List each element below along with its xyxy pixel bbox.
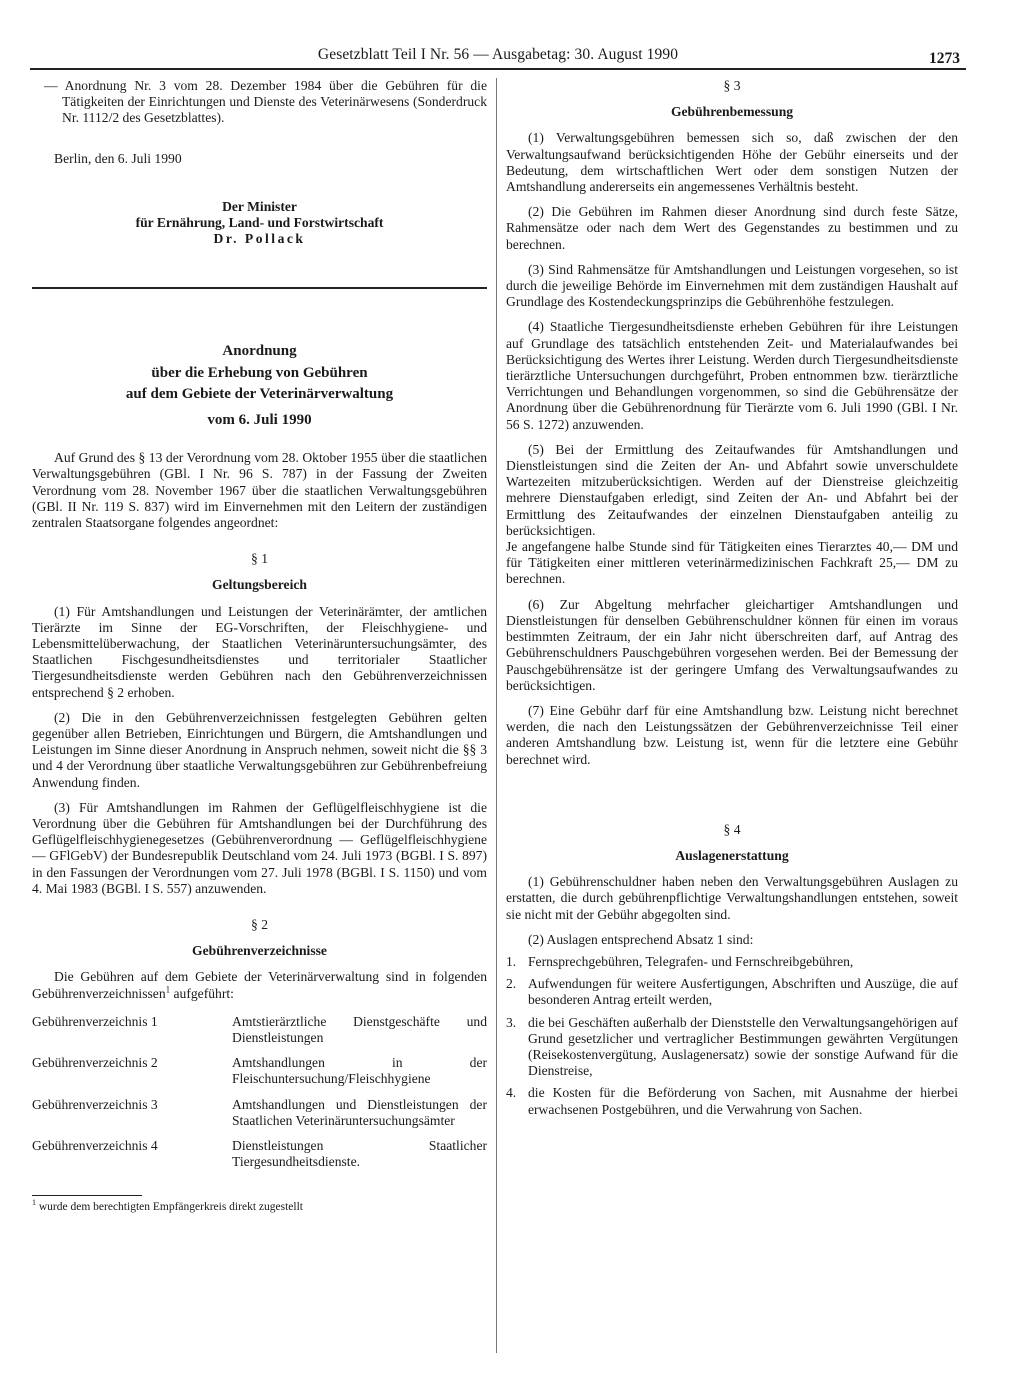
section-1-title: Geltungsbereich [212, 577, 307, 593]
list-item [506, 954, 958, 970]
section-2-intro-text: Die Gebühren auf dem Gebiete der Veterinärverwaltung sind in folgenden Gebührenverzeichnissen [32, 969, 487, 1001]
register-name: Gebührenverzeichnis 2 [32, 1055, 158, 1071]
minister-title: Der Minister [222, 198, 297, 214]
list-item-number: 2. [506, 976, 517, 992]
signature-block [32, 199, 487, 248]
section-3-paragraph-3: (3) Sind Rahmensätze für Amtshandlungen und Leistungen vorgesehen, so ist durch die jeweilige Behörde im Einvernehmen mit dem zuständigen Haushalt auf Grundlage des Kostendeckungsprinzips die Gebührenhöhe festzulegen. [506, 261, 958, 310]
section-1-paragraph-2: (2) Die in den Gebührenverzeichnissen festgelegten Gebühren gelten gegenüber allen Betrieben, Einrichtungen und Bürgern, die Amtshandlungen und Leistungen im Sinne dieser Anordnung in Anspruch nehmen, soweit nicht die §§ 3 und 4 der Verordnung über staatliche Verwaltungsgebühren zur Gebührenbefreiung Anwendung finden. [32, 709, 487, 790]
list-item-text: die bei Geschäften außerhalb der Dienststelle den Verwaltungsangehörigen auf Grund gesetzlicher und vertraglicher Bestimmungen gewährten Vergütungen (Reisekostenvergütung, Auslagenersatz) sowie der sonstige Aufwand für die Dienstreise, [528, 1014, 958, 1079]
section-3-paragraph-2: (2) Die Gebühren im Rahmen dieser Anordnung sind durch feste Sätze, Rahmensätze oder nach dem Wert des Gegenstandes zu bestimmen und zu berechnen. [506, 204, 958, 252]
list-item-number: 1. [506, 953, 517, 969]
ordinance-title-line-2: über die Erhebung von Gebühren [151, 364, 368, 381]
page-header [30, 44, 966, 70]
table-row [32, 1138, 487, 1179]
preamble: Auf Grund des § 13 der Verordnung vom 28. Oktober 1955 über die staatlichen Verwaltungsgebühren (GBl. I Nr. 96 S. 787) in der Fassung der Zweiten Verordnung vom 28. November 1967 über die staatlichen Verwaltungsgebühren (GBl. II Nr. 119 S. 837) wird im Einvernehmen mit den Leitern der zuständigen zentralen Staatsorgane folgendes angeordnet: [32, 450, 487, 530]
fee-register-table [32, 1014, 487, 1180]
minister-name: Dr. Pollack [213, 231, 306, 247]
right-column [506, 78, 958, 1118]
section-1-number: § 1 [251, 551, 268, 567]
minister-ministry: für Ernährung, Land- und Forstwirtschaft [135, 215, 384, 231]
table-row [32, 1014, 487, 1055]
section-2-intro [32, 969, 487, 1001]
list-item [506, 1015, 958, 1080]
section-3-paragraph-5: (5) Bei der Ermittlung des Zeitaufwandes für Amtshandlungen und Dienstleistungen sind die Zeiten der An- und Abfahrt sowie unverschuldete Wartezeiten mitzuberücksichtigen. Werden auf der Dienstreise gleichzeitig mehrere Dienstaufgaben erledigt, sind Zeiten der An- und Abfahrt bei der Ermittlung des Zeitaufwandes der einzelnen Dienstaufgaben anteilig zu berücksichtigen. [506, 441, 958, 538]
section-4-number: § 4 [723, 821, 741, 837]
page-number: 1273 [929, 50, 960, 67]
register-description: Amtshandlungen in der Fleischuntersuchung/Fleischhygiene [232, 1055, 487, 1087]
section-3-title: Gebührenbemessung [670, 104, 794, 120]
section-2-number: § 2 [251, 917, 268, 932]
footnote-number: 1 [32, 1198, 36, 1208]
list-item-text: Aufwendungen für weitere Ausfertigungen, Abschriften und Auszüge, die auf besonderen Antrag erteilt werden, [528, 976, 958, 1008]
table-row [32, 1097, 487, 1138]
ordinance-title-line-3: auf dem Gebiete der Veterinärverwaltung [125, 386, 394, 403]
column-divider [496, 78, 497, 1353]
footnote-text: wurde dem berechtigten Empfängerkreis direkt zugestellt [36, 1201, 303, 1214]
section-rule [32, 287, 487, 289]
sign-city-date: Berlin, den 6. Juli 1990 [54, 150, 182, 166]
section-1-paragraph-1: (1) Für Amtshandlungen und Leistungen der Veterinärämter, der amtlichen Tierärzte im Sinne der EG-Vorschriften, der Fleischhygiene- und Lebensmittelüberwachung, der Staatlichen Veterinäruntersuchungsämter, des Staatlichen Fischgesundheitsdienstes und territorialer Staatlicher Tiergesundheitsdienste werden Gebühren nach den Gebührenverzeichnissen entsprechend § 2 erhoben. [32, 603, 487, 700]
ordinance-date: vom 6. Juli 1990 [207, 411, 312, 428]
section-3-paragraph-1: (1) Verwaltungsgebühren bemessen sich so, daß zwischen der den Verwaltungsaufwand berücksichtigenden Höhe der Gebühr einerseits und der Bedeutung, dem wirtschaftlichen Wert oder dem sonstigen Nutzen der Amtshandlung andererseits ein angemessenes Verhältnis besteht. [506, 130, 958, 195]
section-4-paragraph-1: (1) Gebührenschuldner haben neben den Verwaltungsgebühren Auslagen zu erstatten, die durch gebührenpflichtige Verwaltungshandlungen entstehen, soweit sie nicht mit der Gebühr abgegolten sind. [506, 874, 958, 922]
list-item-text: die Kosten für die Beförderung von Sachen, mit Ausnahme der hierbei erwachsenen Postgebühren, und die Verwahrung von Sachen. [528, 1085, 958, 1117]
footnote-marker: 1 [165, 984, 171, 995]
intro-dash-item: — Anordnung Nr. 3 vom 28. Dezember 1984 über die Gebühren für die Tätigkeiten der Einrichtungen und Dienste des Veterinärwesens (Sonderdruck Nr. 1112/2 des Gesetzblattes). [44, 78, 487, 126]
section-4-title: Auslagenerstattung [675, 847, 789, 863]
left-column [32, 78, 487, 1214]
expense-list [506, 954, 958, 1118]
section-4-paragraph-2: (2) Auslagen entsprechend Absatz 1 sind: [528, 931, 754, 947]
list-item [506, 976, 958, 1008]
footnote-rule [32, 1195, 142, 1196]
section-2-title: Gebührenverzeichnisse [192, 943, 327, 959]
section-3-paragraph-7: (7) Eine Gebühr darf für eine Amtshandlung bzw. Leistung nicht berechnet werden, die nach den Leistungssätzen der Gebührenverzeichnisse Teil einer anderen Amtshandlung bzw. Leistung ist, wenn für die letztere eine Gebühr berechnet wird. [506, 702, 958, 767]
register-name: Gebührenverzeichnis 3 [32, 1096, 158, 1112]
ordinance-title-line-1: Anordnung [222, 343, 297, 360]
list-item-text: Fernsprechgebühren, Telegrafen- und Fernschreibgebühren, [528, 953, 854, 969]
footnote [32, 1200, 487, 1214]
header-title: Gesetzblatt Teil I Nr. 56 — Ausgabetag: 30. August 1990 [317, 46, 679, 63]
register-description: Dienstleistungen Staatlicher Tiergesundheitsdienste. [232, 1138, 487, 1170]
register-name: Gebührenverzeichnis 1 [32, 1013, 158, 1029]
register-description: Amtshandlungen und Dienstleistungen der Staatlichen Veterinäruntersuchungsämter [232, 1096, 487, 1128]
register-description: Amtstierärztliche Dienstgeschäfte und Dienstleistungen [232, 1013, 487, 1046]
list-item [506, 1085, 958, 1117]
table-row [32, 1055, 487, 1096]
section-3-paragraph-5-rate: Je angefangene halbe Stunde sind für Tätigkeiten eines Tierarztes 40,— DM und für Tätigkeiten einer mittleren veterinärmedizinischen Fachkraft 25,— DM zu berechnen. [506, 539, 958, 587]
list-item-number: 4. [506, 1085, 517, 1101]
section-3-number: § 3 [723, 78, 741, 93]
section-3-paragraph-4: (4) Staatliche Tiergesundheitsdienste erheben Gebühren für ihre Leistungen auf Grundlage des tatsächlich entstehenden Zeit- und Materialaufwandes bei Berücksichtigung des Wertes ihrer Leistung. Werden durch Tiergesundheitsdienste tierärztliche Untersuchungen durchgeführt, Proben entnommen bzw. tierärztliche Verrichtungen und Behandlungen vorgenommen, so sind die Gebührensätze der Anordnung über die Gebührenordnung für Tierärzte vom 6. Juli 1990 (GBl. I Nr. 56 S. 1272) anzuwenden. [506, 319, 958, 432]
section-3-paragraph-6: (6) Zur Abgeltung mehrfacher gleichartiger Amtshandlungen und Dienstleistungen für denselben Gebührenschuldner können für einen im voraus bestimmten Zeitraum, der ein Jahr nicht überschreiten darf, auf Antrag des Gebührenschuldners Pauschgebühren vorgesehen werden. Bei der Bemessung der Pauschgebührensätze ist der geringere Umfang des Verwaltungsaufwandes zu berücksichtigen. [506, 596, 958, 693]
section-2-intro-end: aufgeführt: [170, 985, 234, 1001]
list-item-number: 3. [506, 1014, 517, 1030]
section-1-paragraph-3: (3) Für Amtshandlungen im Rahmen der Geflügelfleischhygiene ist die Verordnung über die Gebühren für Amtshandlungen bei der Durchführung des Geflügelfleischhygienegesetzes (Gebührenverordnung — Geflügelfleischhygiene — GFlGebV) der Bundesrepublik Deutschland vom 24. Juli 1973 (BGBl. I S. 897) in den Fassungen der Verordnungen vom 27. Juli 1978 (BGBl. I S. 1150) und vom 4. Mai 1983 (BGBl. I S. 557) anzuwenden. [32, 799, 487, 896]
ordinance-title [32, 341, 487, 406]
register-name: Gebührenverzeichnis 4 [32, 1138, 158, 1154]
